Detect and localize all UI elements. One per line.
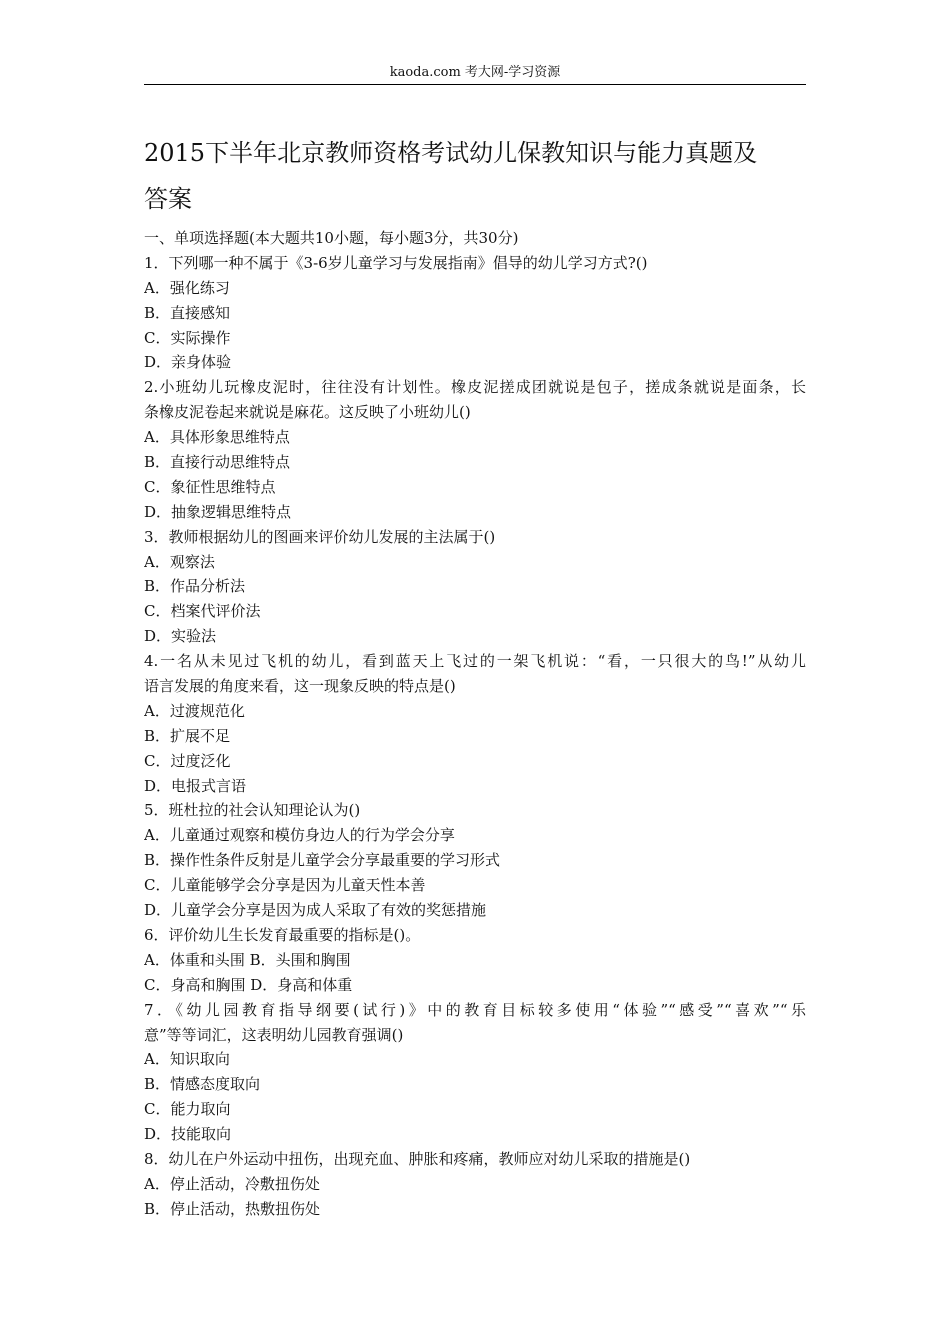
text-line: D．亲身体验 bbox=[144, 353, 232, 372]
text-line: 7．《幼儿园教育指导纲要(试行)》中的教育目标较多使用“体验”“感受”“喜欢”“乐 bbox=[144, 1000, 806, 1019]
title-line-2: 答案 bbox=[144, 185, 192, 213]
page-header: kaoda.com 考大网-学习资源 bbox=[144, 62, 806, 85]
text-line: C．实际操作 bbox=[144, 328, 231, 347]
text-line: A．过渡规范化 bbox=[144, 701, 245, 720]
text-line: D．技能取向 bbox=[144, 1125, 232, 1144]
text-line: C．象征性思维特点 bbox=[144, 477, 276, 496]
text-line: 1．下列哪一种不属于《3-6岁儿童学习与发展指南》倡导的幼儿学习方式?() bbox=[144, 253, 648, 272]
text-line: 6．评价幼儿生长发育最重要的指标是()。 bbox=[144, 925, 421, 944]
text-line: B．直接感知 bbox=[144, 303, 231, 322]
text-line: C．过度泛化 bbox=[144, 751, 231, 770]
text-line: 3．教师根据幼儿的图画来评价幼儿发展的主法属于() bbox=[144, 527, 496, 546]
text-line: C．身高和胸围 D．身高和体重 bbox=[144, 975, 353, 994]
text-line: C．儿童能够学会分享是因为儿童天性本善 bbox=[144, 876, 426, 895]
text-line: A．体重和头围 B．头围和胸围 bbox=[144, 950, 351, 969]
text-line: D．实验法 bbox=[144, 627, 217, 646]
text-line: 2.小班幼儿玩橡皮泥时，往往没有计划性。橡皮泥搓成团就说是包子，搓成条就说是面条，长 bbox=[144, 378, 806, 397]
text-line: A．停止活动，冷敷扭伤处 bbox=[144, 1174, 320, 1193]
text-line: B．操作性条件反射是儿童学会分享最重要的学习形式 bbox=[144, 851, 501, 870]
text-line: C．能力取向 bbox=[144, 1100, 231, 1119]
text-line: 意”等等词汇，这表明幼儿园教育强调() bbox=[144, 1025, 404, 1044]
text-line: A．观察法 bbox=[144, 552, 215, 571]
text-line: 8．幼儿在户外运动中扭伤，出现充血、肿胀和疼痛，教师应对幼儿采取的措施是() bbox=[144, 1149, 691, 1168]
text-line: A．儿童通过观察和模仿身边人的行为学会分享 bbox=[144, 826, 455, 845]
document-body bbox=[144, 226, 806, 1222]
text-line: D．电报式言语 bbox=[144, 776, 247, 795]
text-line: 条橡皮泥卷起来就说是麻花。这反映了小班幼儿() bbox=[144, 403, 471, 422]
text-line: B．停止活动，热敷扭伤处 bbox=[144, 1199, 321, 1218]
text-line: D．儿童学会分享是因为成人采取了有效的奖惩措施 bbox=[144, 901, 487, 920]
text-line: B．作品分析法 bbox=[144, 577, 246, 596]
text-line: B．扩展不足 bbox=[144, 726, 231, 745]
text-line: D．抽象逻辑思维特点 bbox=[144, 502, 292, 521]
text-line: 语言发展的角度来看，这一现象反映的特点是() bbox=[144, 677, 456, 696]
document-title bbox=[144, 130, 806, 222]
text-line: 5．班杜拉的社会认知理论认为() bbox=[144, 801, 361, 820]
text-line: 4.一名从未见过飞机的幼儿，看到蓝天上飞过的一架飞机说：“看，一只很大的鸟!”从幼儿 bbox=[144, 652, 806, 671]
text-line: C．档案代评价法 bbox=[144, 602, 261, 621]
text-line: A．知识取向 bbox=[144, 1050, 230, 1069]
text-line: A．强化练习 bbox=[144, 278, 230, 297]
text-line: B．直接行动思维特点 bbox=[144, 453, 291, 472]
text-line: A．具体形象思维特点 bbox=[144, 428, 290, 447]
title-line-1: 2015下半年北京教师资格考试幼儿保教知识与能力真题及 bbox=[144, 139, 758, 167]
text-line: B．情感态度取向 bbox=[144, 1075, 261, 1094]
text-line: 一、单项选择题(本大题共10小题，每小题3分，共30分) bbox=[144, 229, 519, 247]
